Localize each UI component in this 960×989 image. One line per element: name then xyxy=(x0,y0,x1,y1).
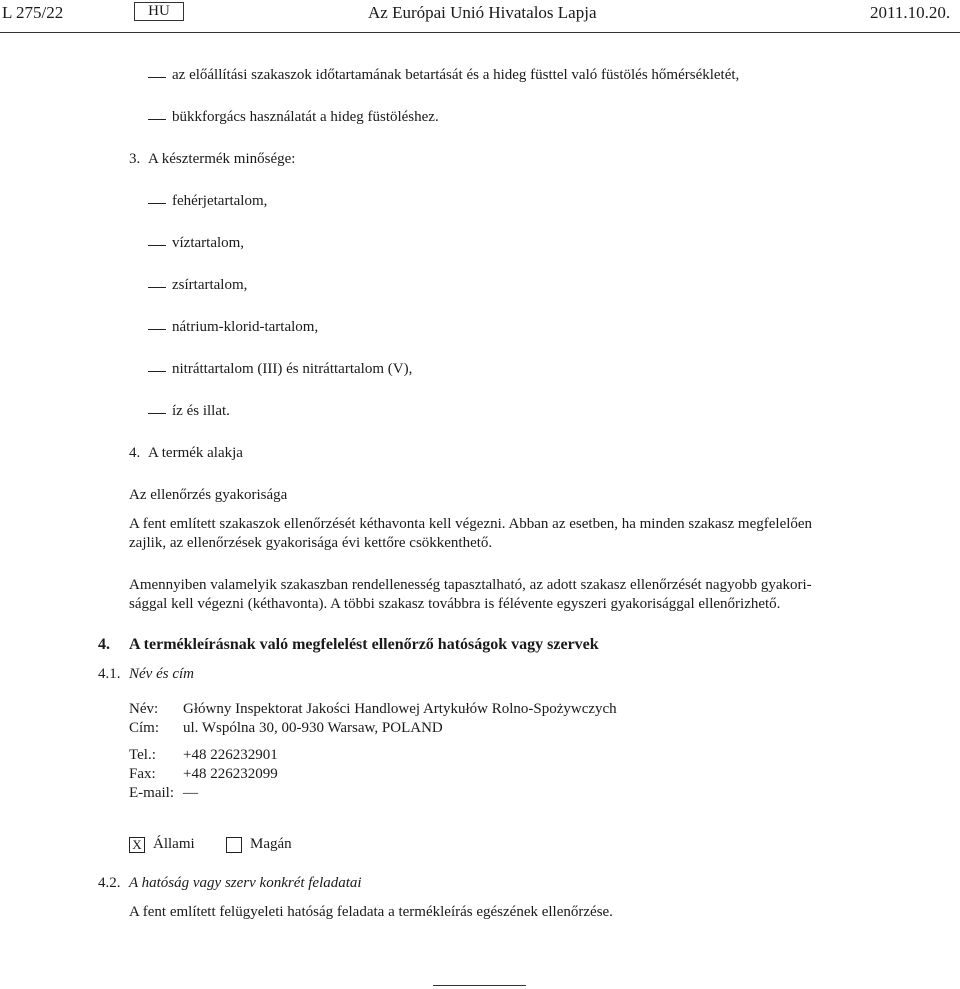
paragraph-line: Amennyiben valamelyik szakaszban rendellenesség tapasztalható, az adott szakasz ellenőrzését nagyobb gyakori- xyxy=(129,577,812,593)
section-number: 4. xyxy=(98,636,110,653)
address-label: Cím: xyxy=(129,720,160,736)
subsection-number: 4.1. xyxy=(98,666,121,682)
dash-bullet xyxy=(148,245,166,246)
email-label: E-mail: xyxy=(129,785,174,801)
subsection-title: Név és cím xyxy=(129,666,194,682)
private-checkbox-label: Magán xyxy=(250,836,292,852)
fax-value: +48 226232099 xyxy=(183,766,278,782)
address-value: ul. Wspólna 30, 00-930 Warsaw, POLAND xyxy=(183,720,443,736)
name-value: Główny Inspektorat Jakości Handlowej Artykułów Rolno-Spożywczych xyxy=(183,701,617,717)
header-rule xyxy=(0,32,960,33)
private-checkbox[interactable] xyxy=(226,837,242,853)
item-number: 3. xyxy=(129,151,141,167)
dash-bullet xyxy=(148,371,166,372)
dash-bullet xyxy=(148,329,166,330)
subsection-title: A hatóság vagy szerv konkrét feladatai xyxy=(129,875,362,891)
list-item: nitráttartalom (III) és nitráttartalom (V), xyxy=(172,361,413,377)
tel-value: +48 226232901 xyxy=(183,747,278,763)
section-title: A termékleírásnak való megfelelést ellenőrző hatóságok vagy szervek xyxy=(129,636,599,653)
page-reference: L 275/22 xyxy=(2,3,64,22)
paragraph-line: sággal kell végezni (kéthavonta). A többi szakasz továbbra is félévente egyszeri gyakorisággal ellenőrizhető. xyxy=(129,596,781,612)
state-checkbox[interactable]: X xyxy=(129,837,145,853)
list-item: bükkforgács használatát a hideg füstöléshez. xyxy=(172,109,439,125)
paragraph-line: zajlik, az ellenőrzések gyakorisága évi kettőre csökkenthető. xyxy=(129,535,493,551)
list-item: víztartalom, xyxy=(172,235,245,251)
dash-bullet xyxy=(148,77,166,78)
subsection-number: 4.2. xyxy=(98,875,121,891)
tel-label: Tel.: xyxy=(129,747,156,763)
subheading: Az ellenőrzés gyakorisága xyxy=(129,487,288,503)
list-item: fehérjetartalom, xyxy=(172,193,268,209)
footer-rule xyxy=(433,985,526,986)
paragraph-line: A fent említett szakaszok ellenőrzését kéthavonta kell végezni. Abban az esetben, ha minden szakasz megfelelően xyxy=(129,516,813,532)
list-item: zsírtartalom, xyxy=(172,277,248,293)
dash-bullet xyxy=(148,203,166,204)
dash-bullet xyxy=(148,413,166,414)
item-number: 4. xyxy=(129,445,141,461)
paragraph-line: A fent említett felügyeleti hatóság feladata a termékleírás egészének ellenőrzése. xyxy=(129,904,613,920)
fax-label: Fax: xyxy=(129,766,156,782)
state-checkbox-label: Állami xyxy=(153,836,195,852)
email-value: — xyxy=(183,785,198,801)
journal-title: Az Európai Unió Hivatalos Lapja xyxy=(368,3,597,22)
language-badge: HU xyxy=(134,2,184,21)
list-item: íz és illat. xyxy=(172,403,230,419)
item-text: A termék alakja xyxy=(148,445,243,461)
dash-bullet xyxy=(148,119,166,120)
name-label: Név: xyxy=(129,701,159,717)
list-item: nátrium-klorid-tartalom, xyxy=(172,319,319,335)
item-text: A késztermék minősége: xyxy=(148,151,296,167)
dash-bullet xyxy=(148,287,166,288)
publication-date: 2011.10.20. xyxy=(870,3,951,22)
list-item: az előállítási szakaszok időtartamának betartását és a hideg füsttel való füstölés hőmérsékletét, xyxy=(172,67,740,83)
